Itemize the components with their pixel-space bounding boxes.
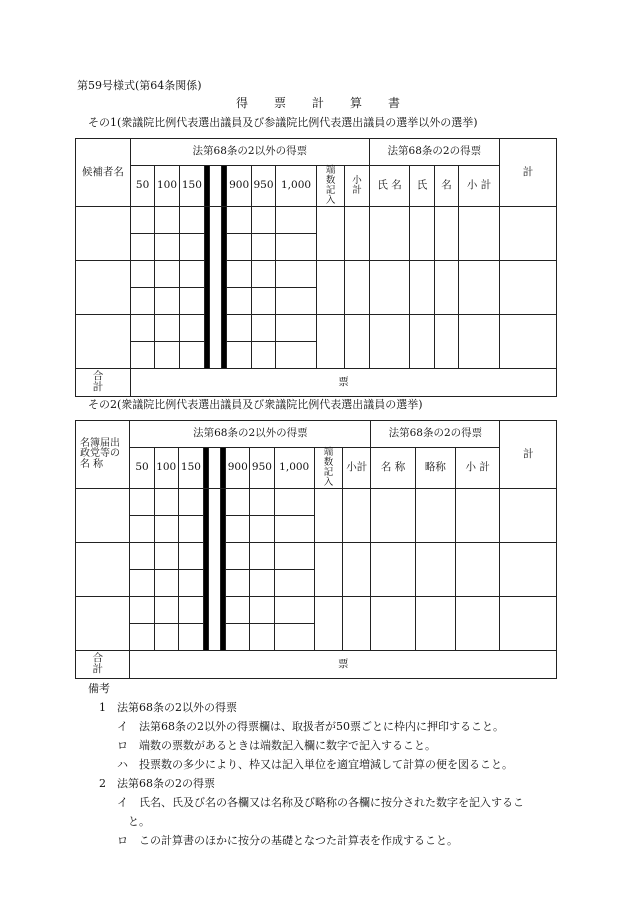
unit-150: 150 — [179, 166, 204, 207]
candidate-name-header: 候補者名 — [76, 139, 131, 207]
unit-900: 900 — [227, 166, 251, 207]
unit-50: 50 — [130, 166, 154, 207]
unit-950: 950 — [251, 166, 275, 207]
unit-100: 100 — [155, 166, 179, 207]
fraction-header: 端数記入 — [314, 448, 342, 489]
given-name-header: 名 — [434, 166, 458, 207]
part1-subtitle: その1(衆議院比例代表選出議員及び参議院比例代表選出議員の選挙以外の選挙) — [88, 116, 478, 129]
party-cell[interactable] — [76, 596, 130, 650]
group-a-header: 法第68条の2以外の得票 — [130, 139, 369, 166]
candidate-cell[interactable] — [76, 260, 131, 314]
note-item: イ 氏名、氏及び名の各欄又は名称及び略称の各欄に按分された数字を記入するこ — [117, 796, 524, 809]
unit-150: 150 — [178, 448, 203, 489]
group-b-header: 法第68条の2の得票 — [369, 139, 499, 166]
sum-unit[interactable]: 票 — [130, 368, 556, 396]
page-title: 得票計算書 — [236, 96, 427, 110]
note-item: 1 法第68条の2以外の得票 — [99, 701, 237, 714]
group-a-header: 法第68条の2以外の得票 — [130, 421, 371, 448]
note-item: ロ 端数の票数があるときは端数記入欄に数字で記入すること。 — [117, 739, 436, 752]
full-name-header: 氏 名 — [369, 166, 410, 207]
part2-table — [75, 420, 557, 679]
form-number: 第59号様式(第64条関係) — [77, 79, 202, 92]
unit-900: 900 — [226, 448, 250, 489]
candidate-cell[interactable] — [76, 206, 131, 260]
sum-unit[interactable]: 票 — [130, 650, 557, 678]
unit-50: 50 — [130, 448, 154, 489]
note-item: ロ この計算書のほかに按分の基礎となつた計算表を作成すること。 — [117, 834, 458, 847]
sum-label: 合 計 — [76, 650, 130, 678]
note-item: イ 法第68条の2以外の得票欄は、取扱者が50票ごとに枠内に押印すること。 — [117, 720, 504, 733]
part2-subtitle: その2(衆議院比例代表選出議員及び衆議院比例代表選出議員の選挙) — [88, 398, 423, 411]
party-cell[interactable] — [76, 542, 130, 596]
sum-label: 合 計 — [76, 368, 131, 396]
total-header: 計 — [499, 139, 556, 207]
candidate-cell[interactable] — [76, 314, 131, 368]
notes-heading: 備考 — [88, 682, 110, 695]
fraction-header: 端数記入 — [316, 166, 344, 207]
part1-table — [75, 138, 557, 397]
unit-1000: 1,000 — [276, 166, 317, 207]
abbreviation-header: 略称 — [415, 448, 455, 489]
surname-header: 氏 — [410, 166, 434, 207]
note-item: 2 法第68条の2の得票 — [99, 777, 215, 790]
unit-1000: 1,000 — [274, 448, 314, 489]
subtotal-b-header: 小 計 — [459, 166, 500, 207]
subtotal-a-header: 小計 — [345, 166, 369, 207]
group-b-header: 法第68条の2の得票 — [371, 421, 500, 448]
subtotal-a-header: 小計 — [343, 448, 371, 489]
unit-100: 100 — [154, 448, 178, 489]
note-item: と。 — [128, 815, 150, 828]
party-name-header: 名簿届出政党等の名 称 — [76, 421, 130, 489]
total-header: 計 — [500, 421, 557, 489]
party-fullname-header: 名 称 — [371, 448, 415, 489]
note-item: ハ 投票数の多少により、枠又は記入単位を適宜増減して計算の便を図ること。 — [117, 758, 513, 771]
party-cell[interactable] — [76, 488, 130, 542]
unit-950: 950 — [250, 448, 274, 489]
subtotal-b-header: 小 計 — [456, 448, 500, 489]
